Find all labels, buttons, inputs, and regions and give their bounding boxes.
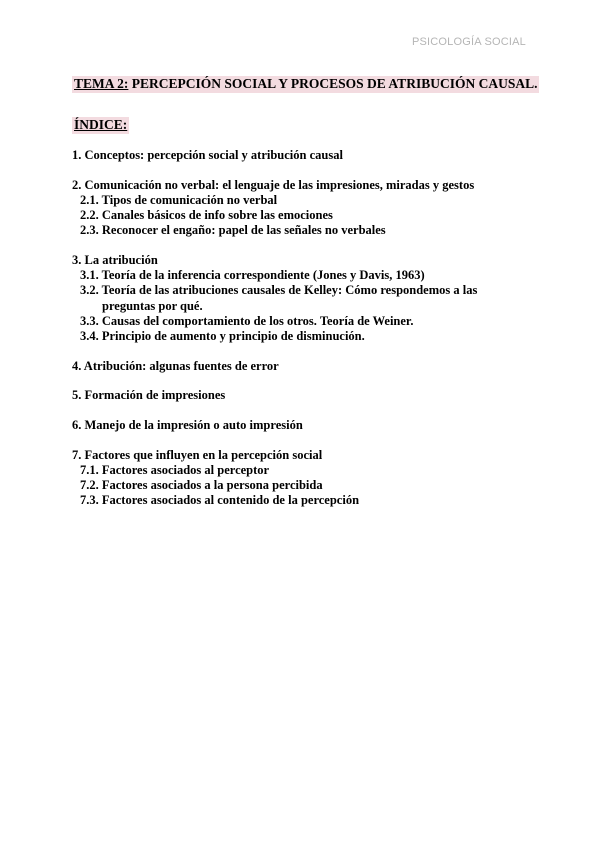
toc-gap	[72, 374, 532, 389]
header-subject: PSICOLOGÍA SOCIAL	[411, 36, 526, 48]
toc-section-title: 5. Formación de impresiones	[72, 388, 226, 403]
toc-section-1	[72, 148, 532, 163]
toc-subsection: 3.1. Teoría de la inferencia correspondiente (Jones y Davis, 1963)	[80, 268, 425, 283]
toc-subsection: 7.1. Factores asociados al perceptor	[80, 463, 270, 478]
toc-gap	[72, 344, 532, 359]
toc-subsection: 2.2. Canales básicos de info sobre las emociones	[80, 208, 333, 223]
toc-gap	[72, 239, 532, 254]
toc-subsection: 2.1. Tipos de comunicación no verbal	[80, 192, 278, 207]
toc-section-4	[72, 359, 532, 374]
toc-section-title: 7. Factores que influyen en la percepción social	[72, 447, 323, 462]
toc-section-2	[72, 178, 532, 239]
toc-section-title: 2. Comunicación no verbal: el lenguaje de las impresiones, miradas y gestos	[72, 177, 475, 192]
toc-section-6	[72, 418, 532, 433]
toc-section-title: 4. Atribución: algunas fuentes de error	[72, 358, 279, 373]
toc-section-title: 1. Conceptos: percepción social y atribución causal	[72, 148, 343, 162]
table-of-contents	[72, 148, 532, 509]
index-heading: ÍNDICE:	[74, 117, 128, 132]
toc-subsection: 3.2. Teoría de las atribuciones causales de Kelley: Cómo respondemos a las preguntas por qué.	[80, 283, 478, 313]
title-text: PERCEPCIÓN SOCIAL Y PROCESOS DE ATRIBUCIÓN CAUSAL.	[128, 76, 538, 91]
toc-section-title: 3. La atribución	[72, 253, 158, 268]
toc-section-5	[72, 388, 532, 403]
title-prefix: TEMA 2:	[74, 76, 129, 91]
toc-subsection: 3.4. Principio de aumento y principio de disminución.	[80, 329, 365, 344]
toc-gap	[72, 404, 532, 419]
toc-section-title: 6. Manejo de la impresión o auto impresión	[72, 418, 303, 433]
document-title	[72, 76, 539, 93]
toc-subsection: 2.3. Reconocer el engaño: papel de las señales no verbales	[80, 223, 386, 238]
toc-gap	[72, 433, 532, 448]
toc-subsection: 7.2. Factores asociados a la persona percibida	[80, 478, 323, 493]
toc-subsection: 3.3. Causas del comportamiento de los otros. Teoría de Weiner.	[80, 313, 414, 328]
toc-gap	[72, 163, 532, 178]
toc-section-7	[72, 448, 532, 509]
toc-subsection: 7.3. Factores asociados al contenido de la percepción	[80, 493, 360, 508]
toc-section-3	[72, 253, 532, 344]
